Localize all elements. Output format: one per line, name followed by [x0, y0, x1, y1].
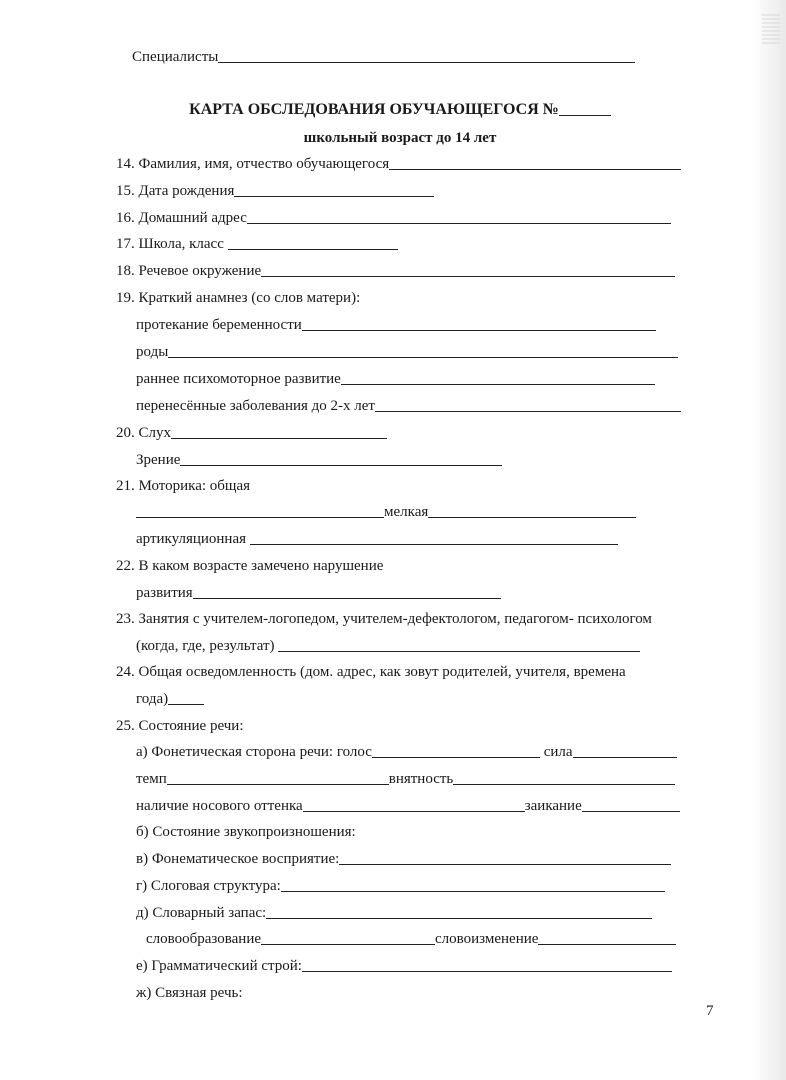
vision-field[interactable]	[180, 450, 502, 466]
item-20-vision: Зрение	[136, 450, 502, 470]
speech-environment-field[interactable]	[261, 261, 675, 277]
item-25-coherent-speech: ж) Связная речь:	[136, 985, 243, 1001]
vocabulary-field[interactable]	[266, 903, 652, 919]
nasal-tone-field[interactable]	[303, 796, 525, 812]
item-25-phonetic: а) Фонетическая сторона речи: голос сила	[136, 742, 677, 762]
item-18: 18. Речевое окружение	[116, 261, 675, 281]
grammar-field[interactable]	[302, 956, 672, 972]
item-20: 20. Слух	[116, 423, 387, 443]
specialists-label: Специалисты	[132, 49, 219, 65]
card-number-field[interactable]	[559, 100, 611, 116]
voice-field[interactable]	[372, 742, 540, 758]
item-25-sound-pronunciation: б) Состояние звукопроизношения:	[136, 824, 356, 840]
item-24: 24. Общая осведомленность (дом. адрес, как зовут родителей, учителя, времена	[116, 664, 626, 680]
item-25-nasal: наличие носового оттенка заикание	[136, 796, 680, 816]
phonemic-perception-field[interactable]	[339, 849, 671, 865]
item-19: 19. Краткий анамнез (со слов матери):	[116, 290, 361, 306]
item-23-details: (когда, где, результат)	[136, 636, 640, 656]
hearing-field[interactable]	[171, 423, 387, 439]
item-25-grammar: е) Грамматический строй:	[136, 956, 672, 976]
item-17: 17. Школа, класс	[116, 234, 398, 254]
pregnancy-field[interactable]	[302, 315, 656, 331]
gross-motor-field[interactable]	[136, 502, 384, 518]
specialists-field[interactable]	[218, 47, 635, 63]
item-22-development: развития	[136, 583, 501, 603]
item-24-seasons: года)	[136, 689, 204, 709]
early-development-field[interactable]	[341, 369, 655, 385]
item-19-pregnancy: протекание беременности	[136, 315, 656, 335]
clarity-field[interactable]	[453, 769, 675, 785]
birth-field[interactable]	[168, 342, 678, 358]
specialists-line	[132, 47, 635, 67]
inflection-field[interactable]	[538, 929, 676, 945]
diseases-field[interactable]	[375, 396, 681, 412]
birth-date-field[interactable]	[234, 181, 434, 197]
awareness-field[interactable]	[168, 689, 204, 705]
item-25-syllable: г) Слоговая структура:	[136, 876, 665, 896]
item-16: 16. Домашний адрес	[116, 208, 671, 228]
disorder-age-field[interactable]	[193, 583, 501, 599]
form-subtitle: школьный возраст до 14 лет	[303, 130, 497, 146]
item-19-development: раннее психомоторное развитие	[136, 369, 655, 389]
item-25-phonemic: в) Фонематическое восприятие:	[136, 849, 671, 869]
syllable-structure-field[interactable]	[281, 876, 665, 892]
word-formation-field[interactable]	[261, 929, 435, 945]
item-25-word-formation: словообразование словоизменение	[146, 929, 676, 949]
item-21-articulation: артикуляционная	[136, 529, 618, 549]
scan-edge-shadow	[752, 0, 786, 1080]
page-number: 7	[706, 1003, 714, 1019]
specialist-sessions-field[interactable]	[278, 636, 640, 652]
tempo-field[interactable]	[167, 769, 389, 785]
school-class-field[interactable]	[228, 234, 398, 250]
home-address-field[interactable]	[247, 208, 671, 224]
item-21-motor: мелкая	[136, 502, 636, 522]
form-title: КАРТА ОБСЛЕДОВАНИЯ ОБУЧАЮЩЕГОСЯ №	[0, 100, 786, 120]
item-15: 15. Дата рождения	[116, 181, 434, 201]
stuttering-field[interactable]	[582, 796, 680, 812]
item-22: 22. В каком возрасте замечено нарушение	[116, 558, 384, 574]
item-21: 21. Моторика: общая	[116, 478, 251, 494]
item-25-tempo: темп внятность	[136, 769, 675, 789]
item-23: 23. Занятия с учителем-логопедом, учителем-дефектологом, педагогом- психологом	[116, 611, 652, 627]
articulation-field[interactable]	[250, 529, 618, 545]
scan-artifact	[762, 14, 780, 44]
fine-motor-field[interactable]	[428, 502, 636, 518]
item-19-diseases: перенесённые заболевания до 2-х лет	[136, 396, 681, 416]
full-name-field[interactable]	[389, 154, 681, 170]
item-19-birth: роды	[136, 342, 678, 362]
item-25-vocabulary: д) Словарный запас:	[136, 903, 652, 923]
item-14: 14. Фамилия, имя, отчество обучающегося	[116, 154, 681, 174]
item-25: 25. Состояние речи:	[116, 718, 244, 734]
strength-field[interactable]	[573, 742, 677, 758]
